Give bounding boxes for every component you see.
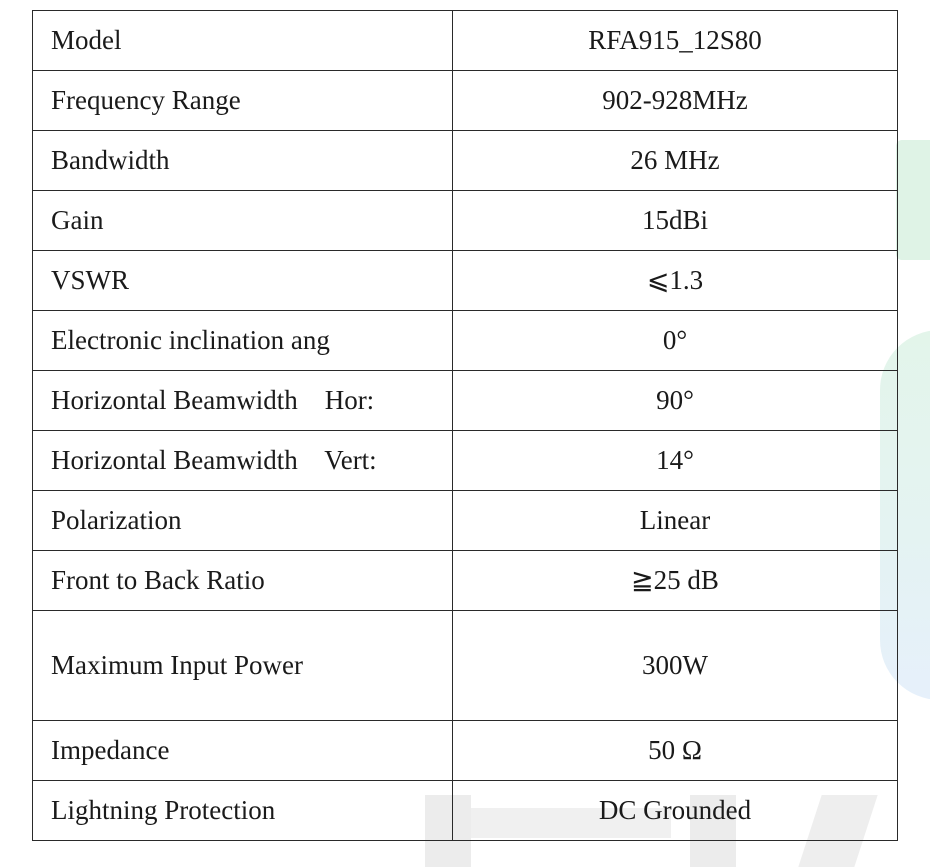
row-value: 14° [453, 431, 898, 491]
row-value: 90° [453, 371, 898, 431]
row-value: 300W [453, 611, 898, 721]
row-value: Linear [453, 491, 898, 551]
row-value: ≧25 dB [453, 551, 898, 611]
table-row [33, 311, 898, 371]
row-label: Polarization [33, 491, 453, 551]
table-row [33, 781, 898, 841]
row-value: 26 MHz [453, 131, 898, 191]
row-label: Model [33, 11, 453, 71]
table-row [33, 431, 898, 491]
table-row [33, 721, 898, 781]
spec-table [32, 10, 898, 841]
row-label: Bandwidth [33, 131, 453, 191]
table-row [33, 251, 898, 311]
table-row [33, 611, 898, 721]
table-row [33, 11, 898, 71]
row-value: RFA915_12S80 [453, 11, 898, 71]
row-value: 0° [453, 311, 898, 371]
row-label: Impedance [33, 721, 453, 781]
watermark-green-shape [896, 140, 930, 260]
row-label: Electronic inclination ang [33, 311, 453, 371]
table-row [33, 551, 898, 611]
row-value: 15dBi [453, 191, 898, 251]
row-value: DC Grounded [453, 781, 898, 841]
table-row [33, 371, 898, 431]
row-value: 50 Ω [453, 721, 898, 781]
row-label: Horizontal Beamwidth Vert: [33, 431, 453, 491]
row-label: VSWR [33, 251, 453, 311]
table-row [33, 191, 898, 251]
row-label: Maximum Input Power [33, 611, 453, 721]
row-label: Front to Back Ratio [33, 551, 453, 611]
row-value: ⩽1.3 [453, 251, 898, 311]
row-label: Lightning Protection [33, 781, 453, 841]
row-label: Frequency Range [33, 71, 453, 131]
row-label: Horizontal Beamwidth Hor: [33, 371, 453, 431]
table-row [33, 71, 898, 131]
table-row [33, 491, 898, 551]
row-label: Gain [33, 191, 453, 251]
row-value: 902-928MHz [453, 71, 898, 131]
table-row [33, 131, 898, 191]
